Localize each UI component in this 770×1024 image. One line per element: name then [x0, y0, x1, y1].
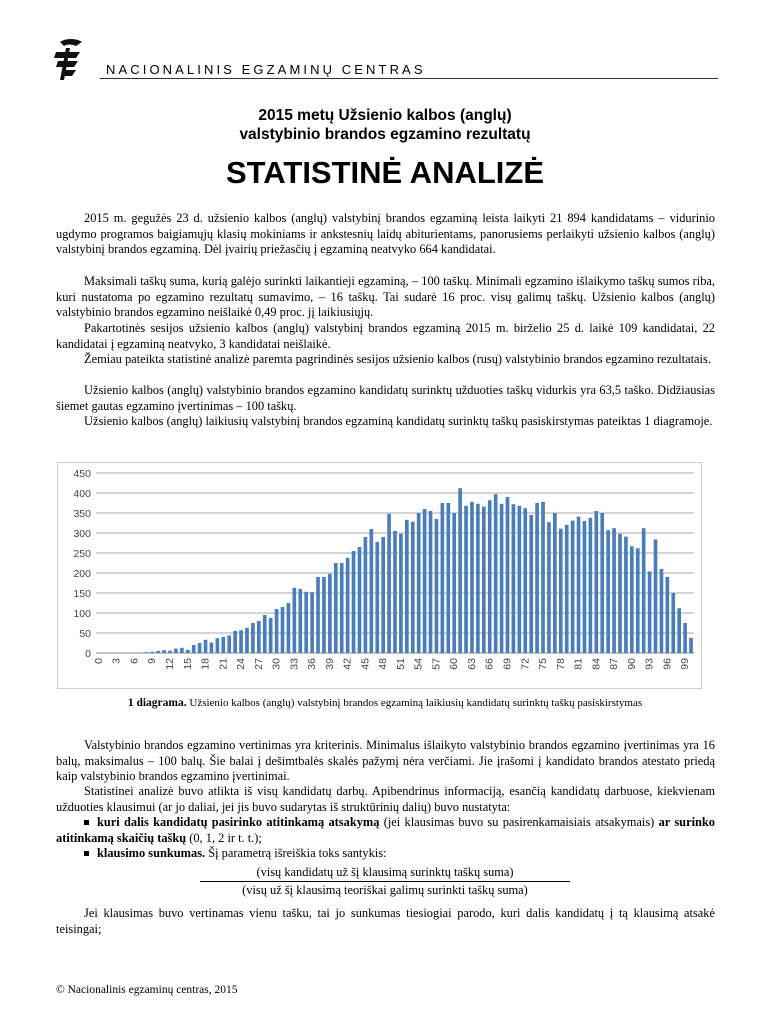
x-tick-label: 9 — [146, 658, 159, 664]
bar — [488, 500, 492, 653]
bar — [144, 652, 148, 653]
bar — [162, 650, 166, 653]
bar — [257, 621, 261, 653]
bar — [494, 494, 498, 653]
x-tick-label: 0 — [92, 658, 105, 664]
bar — [547, 522, 551, 653]
caption-label: 1 diagrama. — [127, 697, 187, 709]
bar — [269, 618, 273, 653]
bar — [512, 504, 516, 653]
bar — [192, 645, 196, 653]
score-distribution-chart — [57, 462, 702, 689]
bar — [541, 502, 545, 653]
bar — [648, 571, 652, 653]
x-tick-label: 75 — [537, 658, 550, 670]
bar — [642, 528, 646, 653]
fraction-numerator: (visų kandidatų už šį klausimą surinktų taškų suma) — [256, 865, 514, 879]
bar — [275, 609, 279, 653]
bullet-end-1: (0, 1, 2 ir t. t.); — [186, 830, 262, 845]
organization-name: NACIONALINIS EGZAMINŲ CENTRAS — [106, 62, 426, 77]
x-tick-label: 45 — [359, 658, 372, 670]
y-tick-label: 50 — [79, 628, 91, 640]
bar — [476, 504, 480, 653]
bar — [435, 519, 439, 653]
bar — [589, 518, 593, 653]
bullet-bold-2: klausimo sunkumas. — [97, 846, 206, 860]
bar — [381, 537, 385, 653]
bar — [452, 513, 456, 653]
bullet-item-answers — [56, 815, 715, 846]
bar — [245, 628, 249, 653]
chart-canvas — [58, 463, 701, 688]
header-divider — [100, 78, 718, 79]
bar — [340, 563, 344, 653]
bar — [322, 577, 326, 653]
bar — [369, 529, 373, 653]
x-tick-label: 39 — [323, 658, 336, 670]
x-tick-label: 30 — [270, 658, 283, 670]
bullet-item-difficulty — [56, 846, 715, 862]
x-tick-label: 24 — [235, 658, 248, 670]
bullet-square-icon — [84, 851, 89, 856]
bar — [500, 504, 504, 653]
x-tick-label: 42 — [341, 658, 354, 670]
paragraph-single-point: Jei klausimas buvo vertinamas vienu tašku, tai jo sunkumas tiesiogiai parodo, kuri dalis kandidatų į tą klausimą atsakė teisingai; — [56, 906, 715, 936]
bullet-mid-1: (jei klausimas buvo su pasirenkamaisiais atsakymais) — [379, 815, 659, 829]
x-tick-label: 69 — [501, 658, 514, 670]
bar — [666, 577, 670, 653]
bar — [316, 577, 320, 653]
bar — [358, 547, 362, 653]
bar — [168, 651, 172, 653]
bar — [387, 514, 391, 653]
bullet-square-icon — [84, 820, 89, 825]
bar — [239, 630, 243, 653]
x-tick-label: 33 — [288, 658, 301, 670]
bar — [523, 508, 527, 653]
bar — [227, 635, 231, 653]
x-tick-label: 12 — [164, 658, 177, 670]
bar — [518, 506, 522, 653]
bar — [233, 631, 237, 653]
y-tick-label: 0 — [85, 648, 91, 660]
paragraph-average: Užsienio kalbos (anglų) valstybinio brandos egzamino kandidatų surinktų užduoties taškų vidurkis yra 63,5 taško. Didžiausias šiemet gautas egzamino įvertinimas – 100 taškų. — [56, 383, 715, 413]
paragraph-max-points: Maksimali taškų suma, kurią galėjo surinkti laikantieji egzaminą, – 100 taškų. Minimali egzamino išlaikymo taškų sumos riba, kuri nustatoma po egzamino rezultatų sumavimo, – 16 taškų. Tai sudarė 16 proc. visų galimų taškų. Užsienio kalbos (anglų) valstybinio brandos egzamino neišlaikė 0,49 proc. jį laikiusiųjų. — [56, 274, 715, 320]
x-tick-label: 60 — [448, 658, 461, 670]
bar — [600, 513, 604, 653]
bar — [612, 528, 616, 653]
bullet-rest-2: Šį parametrą išreiškia toks santykis: — [205, 846, 387, 860]
bar — [310, 592, 314, 653]
x-tick-label: 93 — [643, 658, 656, 670]
bar — [630, 546, 634, 653]
bar — [535, 503, 539, 653]
bar — [186, 650, 190, 653]
bar — [399, 534, 403, 653]
bar — [683, 623, 687, 653]
bar — [594, 511, 598, 653]
x-tick-label: 84 — [590, 658, 603, 670]
x-tick-label: 81 — [572, 658, 585, 670]
bar — [198, 643, 202, 653]
x-tick-label: 15 — [181, 658, 194, 670]
bar — [375, 542, 379, 653]
x-tick-label: 90 — [625, 658, 638, 670]
bar — [441, 503, 445, 653]
x-tick-label: 51 — [394, 658, 407, 670]
x-tick-label: 48 — [377, 658, 390, 670]
bar — [458, 488, 462, 653]
subtitle-line2: valstybinio brandos egzamino rezultatų — [239, 126, 531, 143]
x-tick-label: 63 — [465, 658, 478, 670]
bar — [150, 652, 154, 653]
bar — [293, 588, 297, 653]
bar — [346, 558, 350, 653]
bar — [393, 531, 397, 653]
x-tick-label: 54 — [412, 658, 425, 670]
bar — [210, 643, 214, 653]
y-tick-label: 250 — [73, 548, 91, 560]
bar — [624, 537, 628, 653]
x-tick-label: 87 — [608, 658, 621, 670]
bar — [446, 503, 450, 653]
x-tick-label: 99 — [679, 658, 692, 670]
bar — [689, 638, 693, 653]
bar — [529, 515, 533, 653]
bar — [482, 507, 486, 653]
fraction-denominator: (visų už šį klausimą teoriškai galimų surinkti taškų suma) — [242, 883, 528, 897]
bar — [660, 569, 664, 653]
bar — [553, 513, 557, 653]
y-tick-label: 150 — [73, 588, 91, 600]
x-tick-label: 57 — [430, 658, 443, 670]
bar — [677, 608, 681, 653]
bar — [506, 497, 510, 653]
y-tick-label: 400 — [73, 488, 91, 500]
bar — [251, 623, 255, 653]
x-tick-label: 18 — [199, 658, 212, 670]
paragraph-repeat-session: Pakartotinės sesijos užsienio kalbos (anglų) valstybinį brandos egzaminą 2015 m. birželio 25 d. laikė 109 kandidatai, 22 kandidatai į egzaminą neatvyko, 3 kandidatai neišlaikė. — [56, 321, 715, 351]
page-title: STATISTINĖ ANALIZĖ — [225, 155, 545, 190]
paragraph-statistics: Statistinei analizė buvo atlikta iš visų kandidatų darbų. Apibendrinus informaciją, esančią kandidatų darbuose, kiekvienam užduoties klausimui (ar jo daliai, jei jis buvo sudarytas iš struktūrinių dalių) buvo nustatyta: — [56, 784, 715, 814]
x-tick-label: 36 — [306, 658, 319, 670]
bar — [606, 530, 610, 653]
bar — [328, 574, 332, 653]
bar — [618, 534, 622, 653]
x-tick-label: 27 — [252, 658, 265, 670]
x-tick-label: 96 — [661, 658, 674, 670]
bar — [174, 649, 178, 653]
bar — [583, 521, 587, 653]
bar — [423, 509, 427, 653]
bar — [364, 537, 368, 653]
y-tick-label: 200 — [73, 568, 91, 580]
bar — [417, 513, 421, 653]
bar — [654, 539, 658, 653]
y-tick-label: 300 — [73, 528, 91, 540]
bar — [281, 607, 285, 653]
paragraph-intro: 2015 m. gegužės 23 d. užsienio kalbos (anglų) valstybinį brandos egzaminą leista laikyti 21 894 kandidatams – vidurinio ugdymo programos baigiamųjų klasių mokiniams ir ankstesnių laidų abiturientams, panorusiems perlaikyti užsienio kalbos (anglų) valstybinį brandos egzaminą. Dėl įvairių priežasčių į egzaminą neatvyko 664 kandidatai. — [56, 211, 715, 257]
bar — [304, 592, 308, 653]
bar — [470, 502, 474, 653]
bar — [671, 593, 675, 653]
paragraph-distribution: Užsienio kalbos (anglų) laikiusių valstybinį brandos egzaminą kandidatų surinktų taškų pasiskirstymas pateiktas 1 diagramoje. — [84, 414, 713, 428]
y-tick-label: 350 — [73, 508, 91, 520]
footer-copyright: © Nacionalinis egzaminų centras, 2015 — [56, 984, 238, 996]
bar — [464, 506, 468, 653]
paragraph-criteria: Valstybinio brandos egzamino vertinimas yra kriterinis. Minimalus išlaikyto valstybinio brandos egzamino įvertinimas yra 16 balų, maksimalus – 100 balų. Šie balai į dešimtbalės skalės pažymį nėra verčiami. Jie įrašomi į kandidato brandos atestato priedą kaip valstybinio brandos egzamino įvertinimai. — [56, 738, 715, 784]
bar — [221, 637, 225, 653]
chart-caption — [0, 697, 770, 709]
bar — [298, 589, 302, 653]
bar — [352, 551, 356, 653]
bar — [405, 520, 409, 653]
bar — [429, 511, 433, 653]
x-tick-label: 72 — [519, 658, 532, 670]
bar — [204, 640, 208, 653]
bar — [263, 615, 267, 653]
bar — [559, 529, 563, 653]
fraction-line — [200, 881, 570, 882]
bullet-bold-1b: ar surinko atitinkamą skaičių taškų — [56, 815, 715, 845]
x-tick-label: 66 — [483, 658, 496, 670]
nec-logo-icon — [52, 36, 88, 82]
bar — [287, 603, 291, 653]
x-tick-label: 21 — [217, 658, 230, 670]
x-tick-label: 78 — [554, 658, 567, 670]
bar — [180, 648, 184, 653]
bar — [577, 517, 581, 653]
bar — [156, 651, 160, 653]
x-tick-label: 3 — [110, 658, 123, 664]
y-tick-label: 100 — [73, 608, 91, 620]
caption-text: Užsienio kalbos (anglų) valstybinį brandos egzaminą laikiusių kandidatų surinktų taškų pasiskirstymas — [189, 697, 643, 709]
subtitle-line1: 2015 metų Užsienio kalbos (anglų) — [258, 107, 512, 124]
bar — [636, 548, 640, 653]
bar — [565, 525, 569, 653]
bullet-bold-1: kuri dalis kandidatų pasirinko atitinkamą atsakymą — [97, 815, 380, 829]
bar — [571, 521, 575, 653]
bar — [216, 638, 220, 653]
y-tick-label: 450 — [73, 468, 91, 480]
bar — [334, 563, 338, 653]
bar — [411, 522, 415, 653]
paragraph-analysis-basis: Žemiau pateikta statistinė analizė paremta pagrindinės sesijos užsienio kalbos (rusų) valstybinio brandos egzamino rezultatais. — [84, 352, 711, 366]
x-tick-label: 6 — [128, 658, 141, 664]
